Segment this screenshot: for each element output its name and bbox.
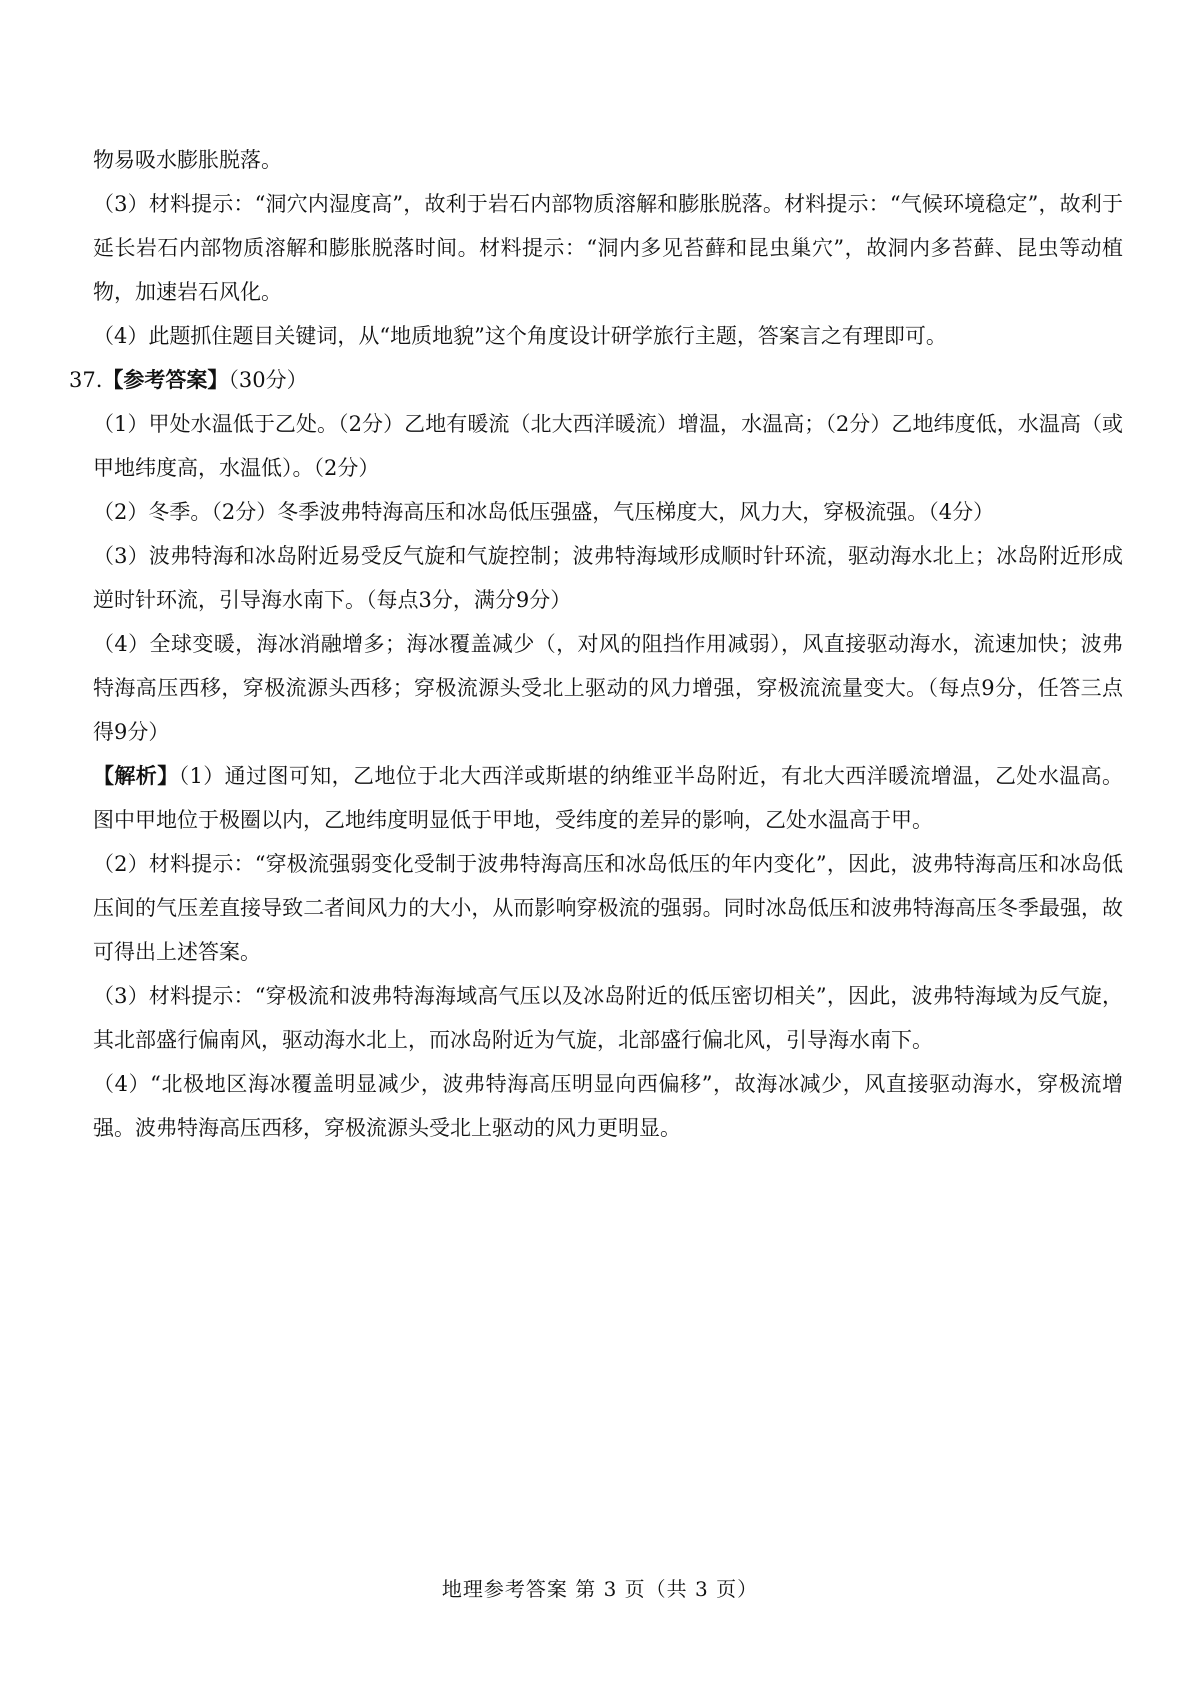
q37-answer-1: （1）甲处水温低于乙处。（2分）乙地有暖流（北大西洋暖流）增温，水温高；（2分）乙地纬度低，水温高（或甲地纬度高，水温低）。（2分） bbox=[93, 412, 1123, 480]
answer-label: 【参考答案】 bbox=[102, 367, 229, 392]
continuation-text: 物易吸水膨胀脱落。 bbox=[93, 148, 282, 172]
q37-answer-4: （4）全球变暖，海冰消融增多；海冰覆盖减少（，对风的阻挡作用减弱），风直接驱动海水，流速加快；波弗特海高压西移，穿极流源头西移；穿极流源头受北上驱动的风力增强，穿极流流量变大。（每点9分，任答三点得9分） bbox=[93, 632, 1123, 744]
q37-analysis-3: （3）材料提示：“穿极流和波弗特海海域高气压以及冰岛附近的低压密切相关”，因此，波弗特海域为反气旋，其北部盛行偏南风，驱动海水北上，而冰岛附近为气旋，北部盛行偏北风，引导海水南下。 bbox=[93, 984, 1123, 1052]
question-number: 37. bbox=[69, 368, 103, 392]
q37-answer-3: （3）波弗特海和冰岛附近易受反气旋和气旋控制；波弗特海域形成顺时针环流，驱动海水北上；冰岛附近形成逆时针环流，引导海水南下。（每点3分，满分9分） bbox=[93, 544, 1123, 612]
score-label: （30分） bbox=[228, 368, 308, 392]
q37-answer-2: （2）冬季。（2分）冬季波弗特海高压和冰岛低压强盛，气压梯度大，风力大，穿极流强。（4分） bbox=[93, 500, 995, 524]
q37-analysis-4: （4）“北极地区海冰覆盖明显减少，波弗特海高压明显向西偏移”，故海冰减少，风直接驱动海水，穿极流增强。波弗特海高压西移，穿极流源头受北上驱动的风力更明显。 bbox=[93, 1072, 1123, 1140]
q37-analysis-2: （2）材料提示：“穿极流强弱变化受制于波弗特海高压和冰岛低压的年内变化”，因此，波弗特海高压和冰岛低压间的气压差直接导致二者间风力的大小，从而影响穿极流的强弱。同时冰岛低压和波弗特海高压冬季最强，故可得出上述答案。 bbox=[93, 852, 1123, 964]
q36-part-4: （4）此题抓住题目关键词，从“地质地貌”这个角度设计研学旅行主题，答案言之有理即可。 bbox=[93, 324, 947, 348]
page-footer: 地理参考答案 第 3 页（共 3 页） bbox=[441, 1577, 759, 1601]
q36-part-3: （3）材料提示：“洞穴内湿度高”，故利于岩石内部物质溶解和膨胀脱落。材料提示：“气候环境稳定”，故利于延长岩石内部物质溶解和膨胀脱落时间。材料提示：“洞内多见苔藓和昆虫巢穴”，故洞内多苔藓、昆虫等动植物，加速岩石风化。 bbox=[93, 192, 1123, 304]
q37-analysis-1 bbox=[93, 754, 1123, 842]
analysis-label: 【解析】 bbox=[93, 763, 179, 788]
analysis-text-1: （1）通过图可知，乙地位于北大西洋或斯堪的纳维亚半岛附近，有北大西洋暖流增温，乙处水温高。图中甲地位于极圈以内，乙地纬度明显低于甲地，受纬度的差异的影响，乙处水温高于甲。 bbox=[93, 764, 1124, 832]
q37-heading bbox=[69, 358, 1123, 402]
page-content bbox=[69, 138, 1124, 1150]
